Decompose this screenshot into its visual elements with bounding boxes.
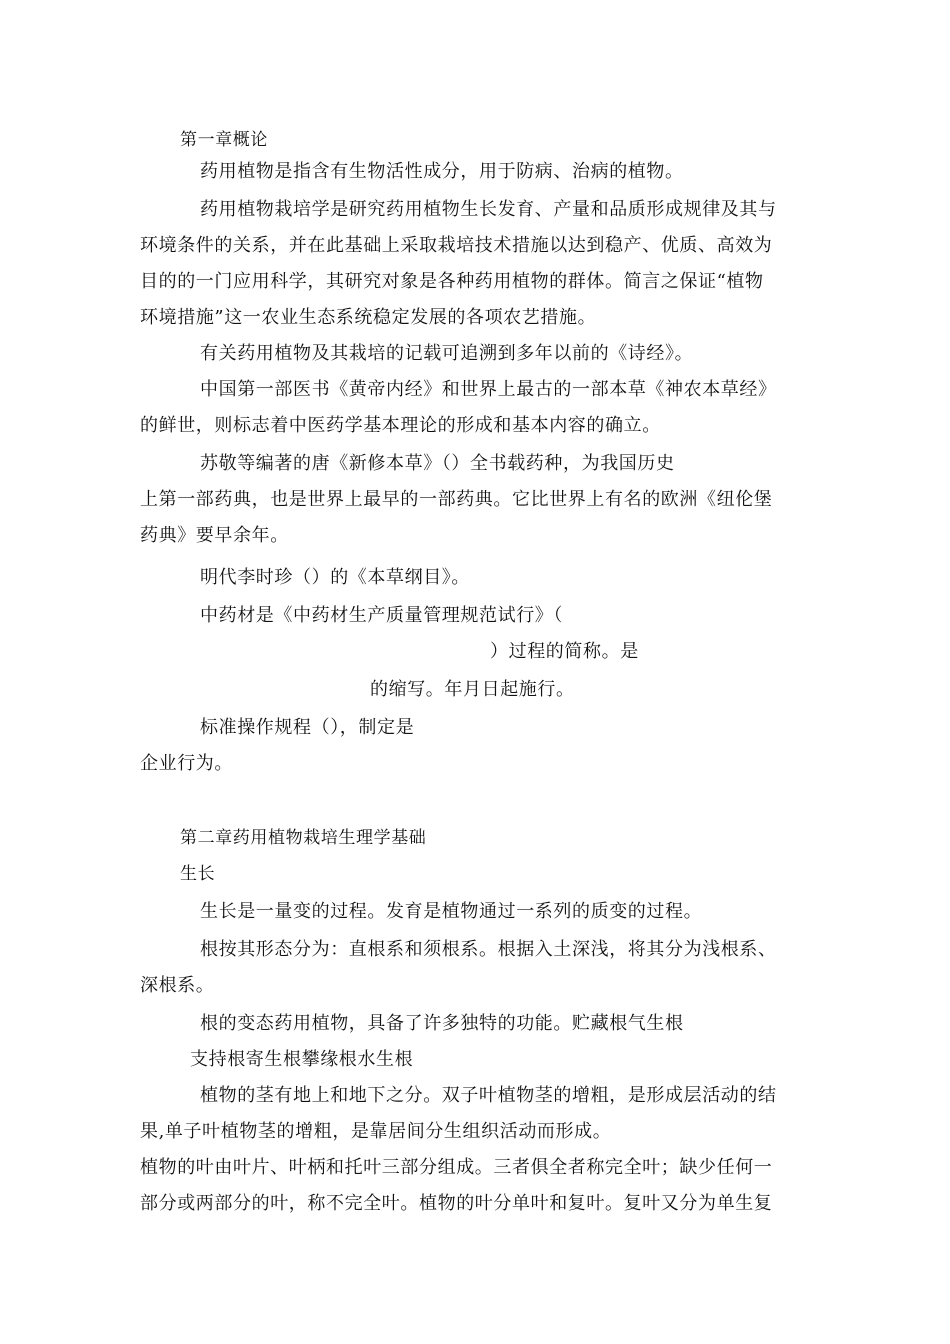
gap-line-1: 中药材是《中药材生产质量管理规范试行》（ [200, 605, 563, 626]
roots-line-1: 根按其形态分为：直根系和须根系。根据入土深浅，将其分为浅根系、 [200, 939, 777, 960]
gap-line-3: 的缩写。年月日起施行。 [370, 679, 575, 700]
definition-paragraph: 药用植物是指含有生物活性成分，用于防病、治病的植物。 [200, 161, 684, 182]
xinxiu-line-3: 药典》要早余年。 [140, 525, 289, 546]
leaves-line-1: 植物的叶由叶片、叶柄和托叶三部分组成。三者俱全者称完全叶；缺少任何一 [140, 1157, 773, 1178]
root-variants-line-1: 根的变态药用植物，具备了许多独特的功能。贮藏根气生根 [200, 1013, 684, 1034]
root-variants-line-2: 支持根寄生根攀缘根水生根 [190, 1049, 414, 1070]
chapter1-title: 第一章概论 [180, 130, 268, 150]
sop-line-1: 标准操作规程（），制定是 [200, 717, 415, 738]
cultivation-science-line-2: 环境条件的关系，并在此基础上采取栽培技术措施以达到稳产、优质、高效为 [140, 235, 773, 256]
roots-line-2: 深根系。 [140, 975, 215, 996]
huangdi-line-1: 中国第一部医书《黄帝内经》和世界上最古的一部本草《神农本草经》 [200, 379, 777, 400]
chapter2-title: 第二章药用植物栽培生理学基础 [180, 828, 427, 848]
stems-line-2: 果,单子叶植物茎的增粗，是靠居间分生组织活动而形成。 [140, 1121, 612, 1142]
stems-line-1: 植物的茎有地上和地下之分。双子叶植物茎的增粗，是形成层活动的结 [200, 1085, 777, 1106]
section-growth-heading: 生长 [180, 864, 216, 884]
cultivation-science-line-3: 目的的一门应用科学，其研究对象是各种药用植物的群体。简言之保证“植物 [140, 271, 764, 292]
growth-definition-paragraph: 生长是一量变的过程。发育是植物通过一系列的质变的过程。 [200, 901, 703, 922]
cultivation-science-line-4: 环境措施”这一农业生态系统稳定发展的各项农艺措施。 [140, 307, 597, 328]
cultivation-science-line-1: 药用植物栽培学是研究药用植物生长发育、产量和品质形成规律及其与 [200, 199, 777, 220]
gap-line-2: ）过程的简称。是 [490, 641, 639, 662]
history-shijing-paragraph: 有关药用植物及其栽培的记载可追溯到多年以前的《诗经》。 [200, 343, 694, 364]
xinxiu-line-2: 上第一部药典，也是世界上最早的一部药典。它比世界上有名的欧洲《纽伦堡 [140, 489, 773, 510]
leaves-line-2: 部分或两部分的叶，称不完全叶。植物的叶分单叶和复叶。复叶又分为单生复 [140, 1193, 773, 1214]
sop-line-2: 企业行为。 [140, 753, 233, 774]
xinxiu-line-1: 苏敬等编著的唐《新修本草》（）全书载药种，为我国历史 [200, 453, 675, 474]
huangdi-line-2: 的鲜世，则标志着中医药学基本理论的形成和基本内容的确立。 [140, 415, 661, 436]
bencao-gangmu-paragraph: 明代李时珍（）的《本草纲目》。 [200, 567, 470, 588]
